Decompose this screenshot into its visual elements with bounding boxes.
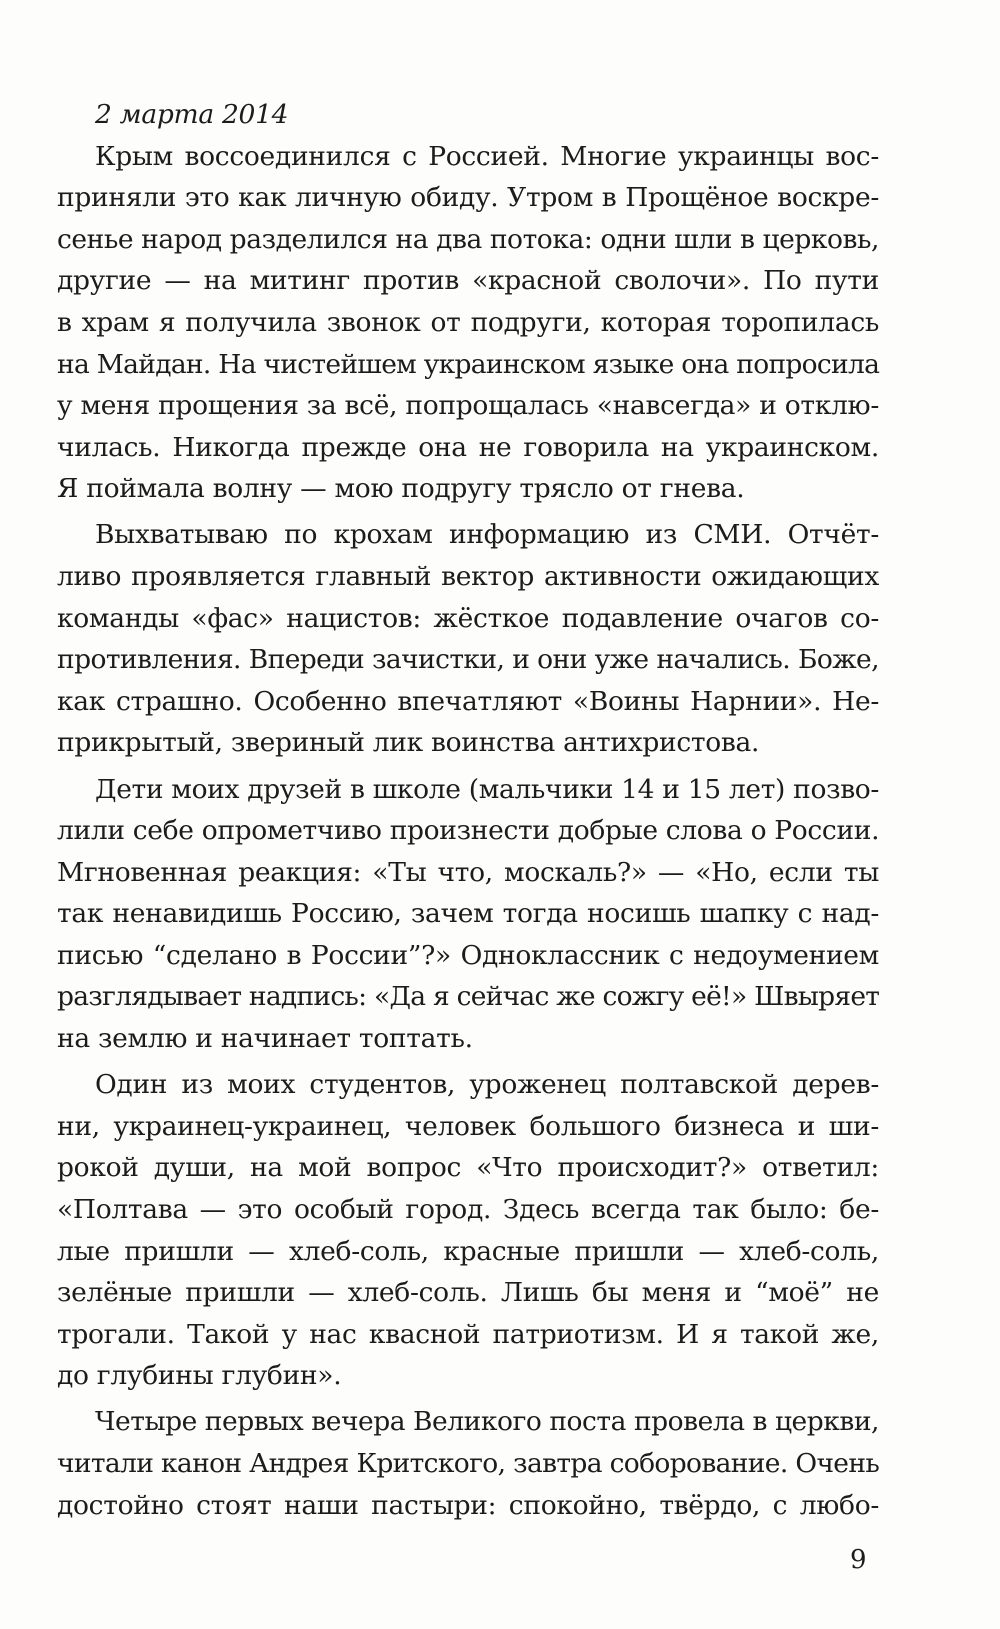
text-line: у меня прощения за всё, попрощалась «навсегда» и отклю-	[57, 390, 879, 422]
page-text	[57, 94, 879, 1531]
text-line: рокой души, на мой вопрос «Что происходит?» ответил:	[57, 1152, 879, 1184]
text-line: чилась. Никогда прежде она не говорила на украинском.	[57, 431, 879, 463]
text-line: Выхватываю по крохам информацию из СМИ. Отчёт-	[95, 519, 879, 551]
text-line: Четыре первых вечера Великого поста провела в церкви,	[95, 1406, 879, 1438]
text-line: Дети моих друзей в школе (мальчики 14 и 15 лет) позво-	[95, 773, 879, 805]
text-line: Крым воссоединился с Россией. Многие украинцы вос-	[95, 140, 879, 172]
paragraph	[57, 1064, 879, 1397]
text-line: разглядывает надпись: «Да я сейчас же сожгу её!» Швыряет	[57, 981, 880, 1013]
text-line: на Майдан. На чистейшем украинском языке она попросила	[57, 348, 880, 380]
paragraph	[57, 769, 879, 1060]
text-line: приняли это как личную обиду. Утром в Прощёное воскре-	[57, 182, 879, 214]
text-line: Я поймала волну — мою подругу трясло от гнева.	[57, 473, 745, 505]
page-number: 9	[850, 1545, 867, 1575]
text-line: до глубины глубин».	[57, 1360, 342, 1392]
text-line: писью “сделано в России”?» Одноклассник с недоумением	[57, 939, 879, 971]
text-line: так ненавидишь Россию, зачем тогда носишь шапку с над-	[57, 898, 879, 930]
text-line: другие — на митинг против «красной сволочи». По пути	[57, 265, 879, 297]
text-line: команды «фас» нацистов: жёсткое подавление очагов со-	[57, 602, 879, 634]
text-line: лые пришли — хлеб-соль, красные пришли — хлеб-соль,	[57, 1235, 879, 1267]
paragraph	[57, 514, 879, 764]
text-line: противления. Впереди зачистки, и они уже начались. Боже,	[57, 644, 879, 676]
text-line: на землю и начинает топтать.	[57, 1023, 473, 1055]
text-line: ни, украинец-украинец, человек большого бизнеса и ши-	[57, 1110, 879, 1142]
text-line: достойно стоят наши пастыри: спокойно, твёрдо, с любо-	[57, 1489, 879, 1521]
text-line: зелёные пришли — хлеб-соль. Лишь бы меня и “моё” не	[57, 1277, 879, 1309]
text-line: «Полтава — это особый город. Здесь всегда так было: бе-	[57, 1193, 879, 1225]
text-line: лили себе опрометчиво произнести добрые слова о России.	[57, 815, 880, 847]
paragraph	[57, 136, 879, 510]
text-line: как страшно. Особенно впечатляют «Воины Нарнии». Не-	[57, 685, 879, 717]
text-line: ливо проявляется главный вектор активности ожидающих	[57, 561, 879, 593]
text-line: в храм я получила звонок от подруги, которая торопилась	[57, 306, 879, 338]
text-line: Один из моих студентов, уроженец полтавской дерев-	[95, 1069, 879, 1101]
text-line: сенье народ разделился на два потока: одни шли в церковь,	[57, 223, 880, 255]
text-line: читали канон Андрея Критского, завтра соборование. Очень	[57, 1448, 880, 1479]
date-heading: 2 марта 2014	[95, 99, 289, 130]
text-line: прикрытый, звериный лик воинства антихристова.	[57, 727, 760, 759]
paragraph	[57, 1401, 879, 1526]
text-line: Мгновенная реакция: «Ты что, москаль?» — «Но, если ты	[57, 856, 879, 888]
text-line: трогали. Такой у нас квасной патриотизм. И я такой же,	[57, 1318, 879, 1350]
